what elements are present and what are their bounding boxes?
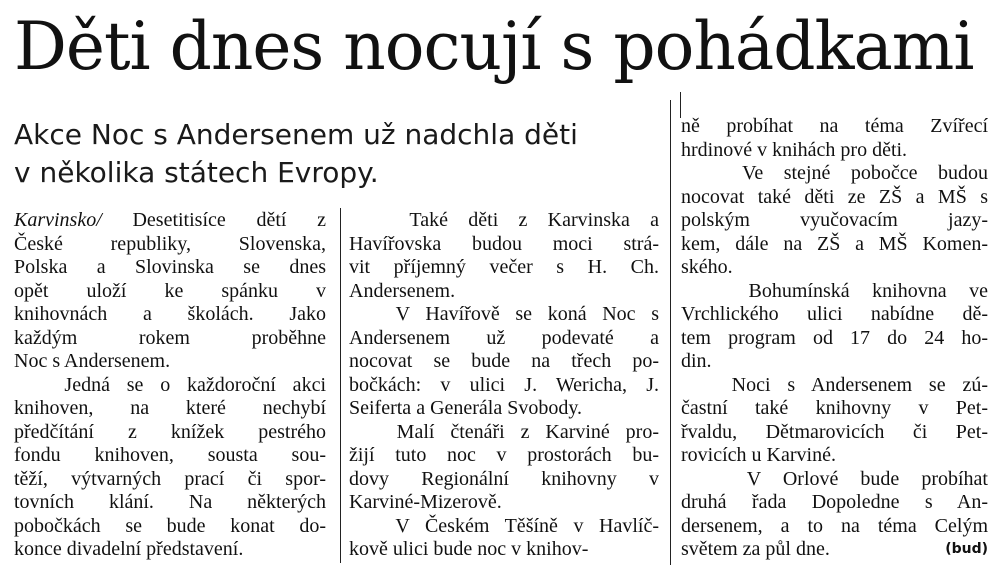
line-text: nocovat se bude na třech po-: [349, 350, 659, 372]
line-text: fondu knihoven, sousta sou-: [14, 444, 326, 466]
subhead-line: v několika státech Evropy.: [14, 156, 379, 189]
text-line: [349, 256, 659, 280]
text-line: [349, 444, 659, 468]
text-line: [14, 421, 326, 445]
line-text: knihovnách a školách. Jako: [14, 303, 326, 325]
text-line: [14, 491, 326, 515]
text-line: [14, 327, 326, 351]
line-text: ského.: [681, 256, 733, 278]
column-rule-1: [340, 208, 341, 563]
text-line: [14, 209, 326, 233]
line-text: Také děti z Karvinska a: [349, 209, 659, 231]
text-line: [349, 491, 659, 515]
line-text: nocovat také děti ze ZŠ a MŠ s: [681, 185, 988, 208]
text-line: [681, 233, 988, 257]
line-text: Vrchlického ulici nabídne dě-: [681, 303, 988, 325]
line-text: opět uloží ke spánku v: [14, 279, 326, 302]
text-line: [349, 397, 659, 421]
text-line: [349, 280, 659, 304]
column-rule-2: [670, 100, 671, 565]
author-signature: (bud): [945, 541, 988, 557]
line-text: ně probíhat na téma Zvířecí: [681, 115, 988, 137]
text-line: [14, 303, 326, 327]
text-line: [349, 421, 659, 445]
text-line: [349, 350, 659, 374]
text-line: [681, 327, 988, 351]
text-line: [681, 186, 988, 210]
line-text: Jedná se o každoroční akci: [14, 373, 326, 396]
text-line: [681, 162, 988, 186]
line-text: hrdinové v knihách pro děti.: [681, 138, 908, 161]
text-line: [349, 233, 659, 257]
line-text: konce divadelní představení.: [14, 538, 244, 560]
line-text: vit příjemný večer s H. Ch.: [349, 256, 659, 278]
text-line: [681, 515, 988, 539]
text-line: [14, 256, 326, 280]
text-line: [14, 468, 326, 492]
text-line: [681, 280, 988, 304]
line-text: tem program od 17 do 24 ho-: [681, 326, 988, 349]
text-line: [349, 209, 659, 233]
subhead-line: Akce Noc s Andersenem už nadchla děti: [14, 118, 578, 151]
article-column-2: [349, 209, 659, 562]
line-text: řvaldu, Dětmarovicích či Pet-: [681, 420, 988, 443]
line-text: Ve stejné pobočce budou: [681, 162, 988, 184]
article-column-1: [14, 209, 326, 562]
line-text: České republiky, Slovenska,: [14, 232, 326, 255]
text-line: [14, 538, 326, 562]
line-text: bočkách: v ulici J. Wericha, J.: [349, 373, 659, 396]
text-line: [349, 303, 659, 327]
text-line: [681, 139, 988, 163]
line-text: V Havířově se koná Noc s: [349, 303, 659, 325]
line-text: Desetitisíce dětí z: [101, 209, 326, 231]
line-text: Noci s Andersenem se zú-: [681, 373, 988, 396]
line-text: knihoven, na které nechybí: [14, 397, 326, 419]
dateline-place: Karvinsko/: [14, 209, 102, 231]
text-line: [681, 256, 988, 280]
line-text: předčítání z knížek pestrého: [14, 420, 326, 443]
line-text: V Orlové bude probíhat: [681, 467, 988, 490]
line-text: Karviné-Mizerově.: [349, 491, 502, 513]
subhead: [14, 116, 654, 192]
line-text: din.: [681, 350, 712, 372]
text-line: [14, 515, 326, 539]
line-text: Havířovska budou moci strá-: [349, 232, 659, 255]
line-text: rovicích u Karviné.: [681, 444, 836, 466]
line-text: V Českém Těšíně v Havlíč-: [349, 514, 659, 537]
line-text: kem, dále na ZŠ a MŠ Komen-: [681, 232, 988, 255]
text-line: [14, 444, 326, 468]
line-text: Malí čtenáři z Karviné pro-: [349, 420, 659, 443]
line-text: těží, výtvarných prací či spor-: [14, 467, 326, 490]
text-line: [349, 515, 659, 539]
line-text: světem za půl dne.: [681, 538, 830, 560]
text-line: [681, 421, 988, 445]
line-text: Seiferta a Generála Svobody.: [349, 397, 583, 419]
text-line: [14, 397, 326, 421]
line-text: pobočkách se bude konat do-: [14, 514, 326, 537]
text-line: [349, 538, 659, 562]
text-line: [349, 468, 659, 492]
line-text: častní také knihovny v Pet-: [681, 397, 988, 419]
text-line: [681, 374, 988, 398]
text-line: [681, 538, 988, 562]
line-text: Andersenem.: [349, 279, 456, 302]
line-text: Bohumínská knihovna ve: [681, 279, 988, 302]
line-text: druhá řada Dopoledne s An-: [681, 491, 988, 513]
line-text: polským vyučovacím jazy-: [681, 209, 988, 231]
text-line: [14, 280, 326, 304]
article-column-3: [681, 115, 988, 562]
line-text: Noc s Andersenem.: [14, 350, 171, 372]
line-text: kově ulici bude noc v knihov-: [349, 538, 589, 560]
line-text: tovních klání. Na některých: [14, 491, 326, 513]
text-line: [14, 350, 326, 374]
text-line: [681, 209, 988, 233]
text-line: [681, 491, 988, 515]
text-line: [681, 115, 988, 139]
text-line: [681, 303, 988, 327]
line-text: žijí tuto noc v prostorách bu-: [349, 444, 659, 466]
line-text: dersenem, a to na téma Celým: [681, 514, 988, 537]
headline: Děti dnes nocují s pohádkami: [14, 8, 974, 85]
text-line: [681, 444, 988, 468]
text-line: [681, 468, 988, 492]
text-line: [14, 233, 326, 257]
text-line: [349, 374, 659, 398]
text-line: [349, 327, 659, 351]
text-line: [681, 397, 988, 421]
line-text: Polska a Slovinska se dnes: [14, 256, 326, 278]
text-line: [14, 374, 326, 398]
text-line: [681, 350, 988, 374]
line-text: Andersenem už podevaté a: [349, 326, 659, 349]
line-text: dovy Regionální knihovny v: [349, 467, 659, 490]
line-text: každým rokem proběhne: [14, 326, 326, 349]
